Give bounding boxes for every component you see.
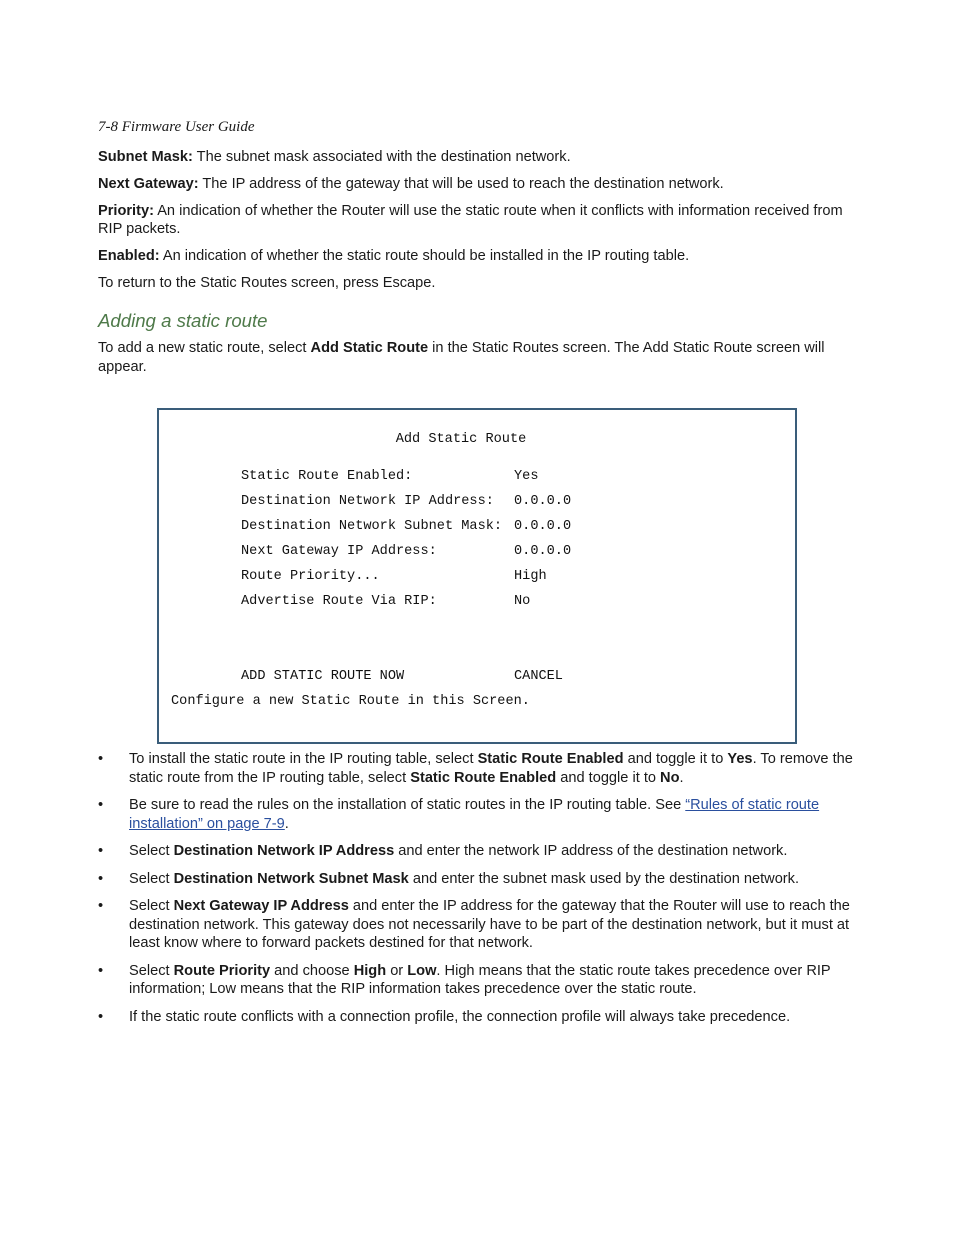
field-value[interactable]: 0.0.0.0 bbox=[514, 544, 572, 559]
field-destination-subnet[interactable] bbox=[241, 518, 761, 538]
item-bold: Destination Network IP Address bbox=[173, 843, 395, 859]
item-bold: No bbox=[660, 769, 680, 786]
page-header: 7-8 Firmware User Guide bbox=[98, 119, 255, 135]
item-text: . bbox=[284, 815, 289, 832]
item-bold: Low bbox=[407, 962, 437, 979]
item-bold: High bbox=[353, 962, 387, 979]
item-text: Select bbox=[129, 843, 174, 859]
screen-status-line: Configure a new Static Route in this Screen. bbox=[171, 694, 530, 709]
def-text: The subnet mask associated with the destination network. bbox=[192, 148, 571, 165]
field-value[interactable]: No bbox=[514, 594, 531, 609]
bullet-marker: • bbox=[98, 797, 104, 813]
list-item bbox=[98, 897, 858, 953]
def-next-gateway bbox=[98, 175, 858, 194]
add-static-route-screen bbox=[157, 408, 797, 744]
field-label: Static Route Enabled: bbox=[241, 469, 413, 484]
field-advertise-rip[interactable] bbox=[241, 593, 761, 613]
item-text: Select bbox=[129, 962, 174, 979]
cancel-button[interactable]: CANCEL bbox=[514, 669, 563, 684]
item-text: . bbox=[679, 769, 684, 786]
def-text: An indication of whether the static route should be installed in the IP routing table. bbox=[159, 248, 690, 264]
def-subnet-mask bbox=[98, 148, 858, 167]
list-item bbox=[98, 1008, 858, 1027]
item-text: and choose bbox=[270, 962, 354, 979]
item-text: Be sure to read the rules on the installation of static routes in the IP routing table. See bbox=[129, 797, 686, 813]
bullet-marker: • bbox=[98, 751, 104, 767]
rules-link[interactable]: “Rules of static route installation” on page 7-9 bbox=[129, 797, 820, 832]
return-instruction: To return to the Static Routes screen, press Escape. bbox=[98, 275, 436, 291]
def-enabled bbox=[98, 247, 858, 266]
def-term: Enabled: bbox=[98, 248, 160, 264]
list-item bbox=[98, 842, 858, 861]
field-route-priority[interactable] bbox=[241, 568, 761, 588]
item-bold: Route Priority bbox=[173, 962, 271, 979]
field-next-gateway[interactable] bbox=[241, 543, 761, 563]
list-item bbox=[98, 796, 858, 833]
field-label: Destination Network IP Address: bbox=[241, 494, 494, 509]
item-text: and toggle it to bbox=[623, 751, 728, 767]
item-text: and enter the IP address for the gateway that the Router will use to reach the destination network. This gateway does not necessarily have to be part of the destination network, but it must at least know where to forward packets destined for that network. bbox=[129, 898, 850, 951]
bullet-marker: • bbox=[98, 870, 104, 887]
list-item bbox=[98, 750, 858, 787]
intro-text: in the Static Routes screen. The Add Static Route screen will appear. bbox=[98, 340, 825, 375]
list-item bbox=[98, 870, 858, 889]
bullet-marker: • bbox=[98, 1008, 104, 1025]
item-bold: Static Route Enabled bbox=[477, 751, 624, 767]
screen-title: Add Static Route bbox=[395, 432, 527, 447]
item-text: . High means that the static route takes precedence over RIP information; Low means that the RIP information takes precedence over the static route. bbox=[129, 962, 831, 997]
field-static-route-enabled[interactable] bbox=[241, 468, 761, 488]
instruction-list bbox=[98, 750, 858, 1035]
def-term: Priority: bbox=[98, 202, 154, 219]
bullet-marker: • bbox=[98, 962, 104, 979]
field-destination-ip[interactable] bbox=[241, 493, 761, 513]
intro-bold: Add Static Route bbox=[310, 340, 429, 356]
page-content bbox=[98, 118, 858, 385]
def-text: The IP address of the gateway that will be used to reach the destination network. bbox=[198, 175, 724, 192]
field-value[interactable]: Yes bbox=[514, 469, 539, 484]
field-value[interactable]: High bbox=[514, 569, 547, 584]
item-text: To install the static route in the IP routing table, select bbox=[129, 751, 478, 767]
item-text: and enter the subnet mask used by the destination network. bbox=[408, 870, 800, 887]
def-priority bbox=[98, 202, 858, 239]
item-text: and toggle it to bbox=[556, 769, 661, 786]
section-heading: Adding a static route bbox=[98, 309, 268, 331]
item-text: and enter the network IP address of the destination network. bbox=[394, 843, 788, 859]
bullet-marker: • bbox=[98, 843, 104, 859]
add-static-route-now-button[interactable]: ADD STATIC ROUTE NOW bbox=[241, 669, 405, 684]
item-bold: Yes bbox=[727, 751, 753, 767]
item-text: Select bbox=[129, 898, 174, 914]
list-item bbox=[98, 962, 858, 999]
field-label: Route Priority... bbox=[241, 569, 380, 584]
item-bold: Destination Network Subnet Mask bbox=[173, 870, 409, 887]
field-value[interactable]: 0.0.0.0 bbox=[514, 494, 572, 509]
def-term: Next Gateway: bbox=[98, 175, 199, 192]
bullet-marker: • bbox=[98, 898, 104, 914]
def-term: Subnet Mask: bbox=[98, 148, 193, 165]
def-text: An indication of whether the Router will use the static route when it conflicts with information received from RIP packets. bbox=[98, 202, 843, 237]
field-value[interactable]: 0.0.0.0 bbox=[514, 519, 572, 534]
intro-text: To add a new static route, select bbox=[98, 340, 311, 356]
field-label: Destination Network Subnet Mask: bbox=[241, 519, 503, 534]
item-bold: Next Gateway IP Address bbox=[173, 898, 349, 914]
field-label: Advertise Route Via RIP: bbox=[241, 594, 437, 609]
item-text: If the static route conflicts with a connection profile, the connection profile will always take precedence. bbox=[129, 1008, 791, 1025]
intro-paragraph bbox=[98, 339, 858, 376]
field-label: Next Gateway IP Address: bbox=[241, 544, 437, 559]
item-text: Select bbox=[129, 870, 174, 887]
item-bold: Static Route Enabled bbox=[410, 769, 557, 786]
item-text: or bbox=[386, 962, 408, 979]
screen-actions bbox=[241, 668, 761, 688]
item-text: . To remove the static route from the IP routing table, select bbox=[129, 751, 853, 786]
